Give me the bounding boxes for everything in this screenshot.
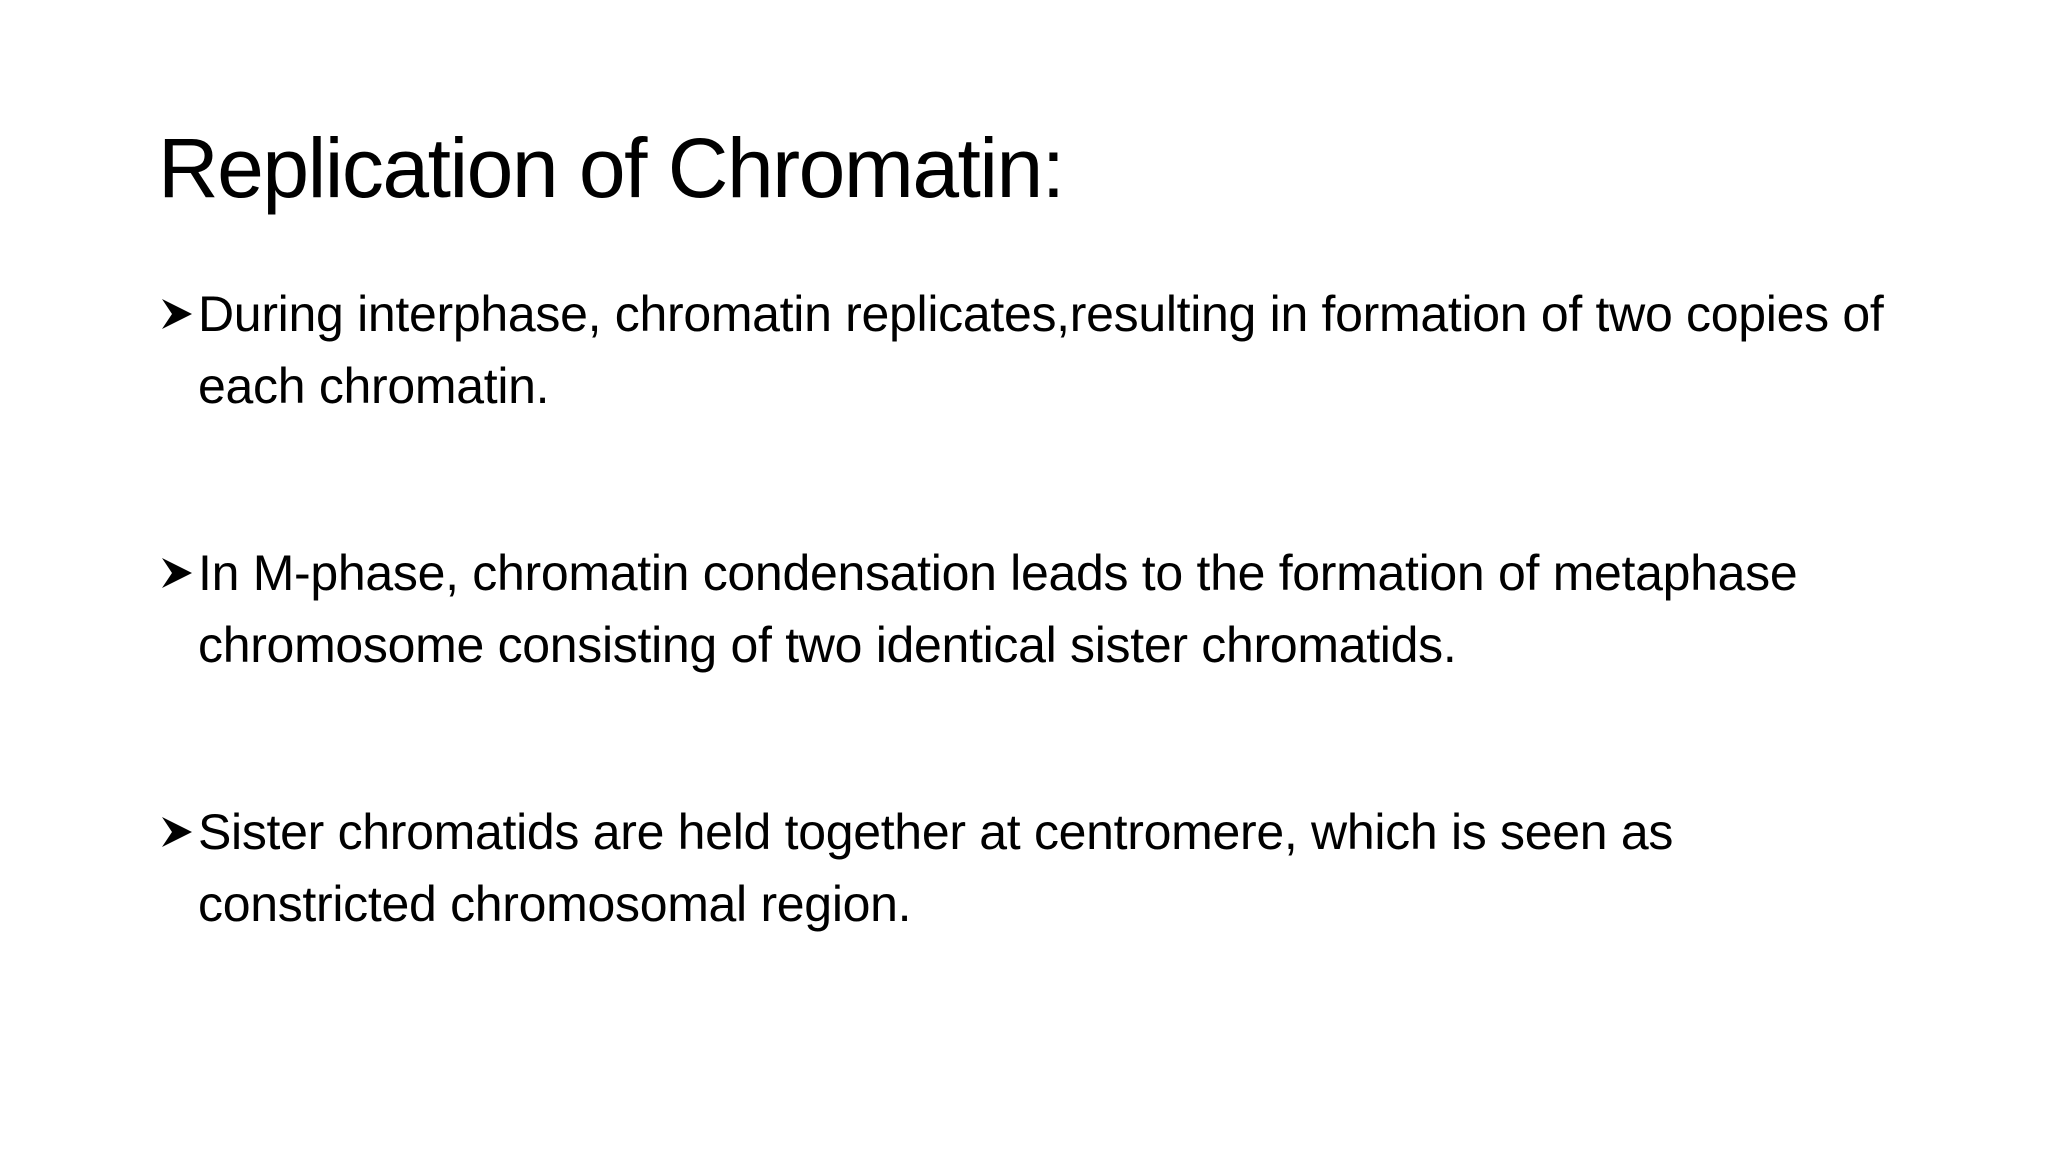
arrowhead-bullet-icon [160, 537, 198, 609]
bullet-text: In M-phase, chromatin condensation leads to the formation of metaphase chromosome consisting of two identical sister chromatids. [198, 545, 1798, 673]
bullet-item [160, 796, 1920, 940]
bullet-list [160, 278, 1920, 1055]
bullet-item [160, 537, 1920, 681]
bullet-item [160, 278, 1920, 422]
bullet-text: Sister chromatids are held together at centromere, which is seen as constricted chromosomal region. [198, 804, 1674, 932]
arrowhead-bullet-icon [160, 796, 198, 868]
arrowhead-bullet-icon [160, 278, 198, 350]
slide-title: Replication of Chromatin: [158, 121, 1064, 215]
bullet-text: During interphase, chromatin replicates,resulting in formation of two copies of each chromatin. [198, 286, 1884, 414]
